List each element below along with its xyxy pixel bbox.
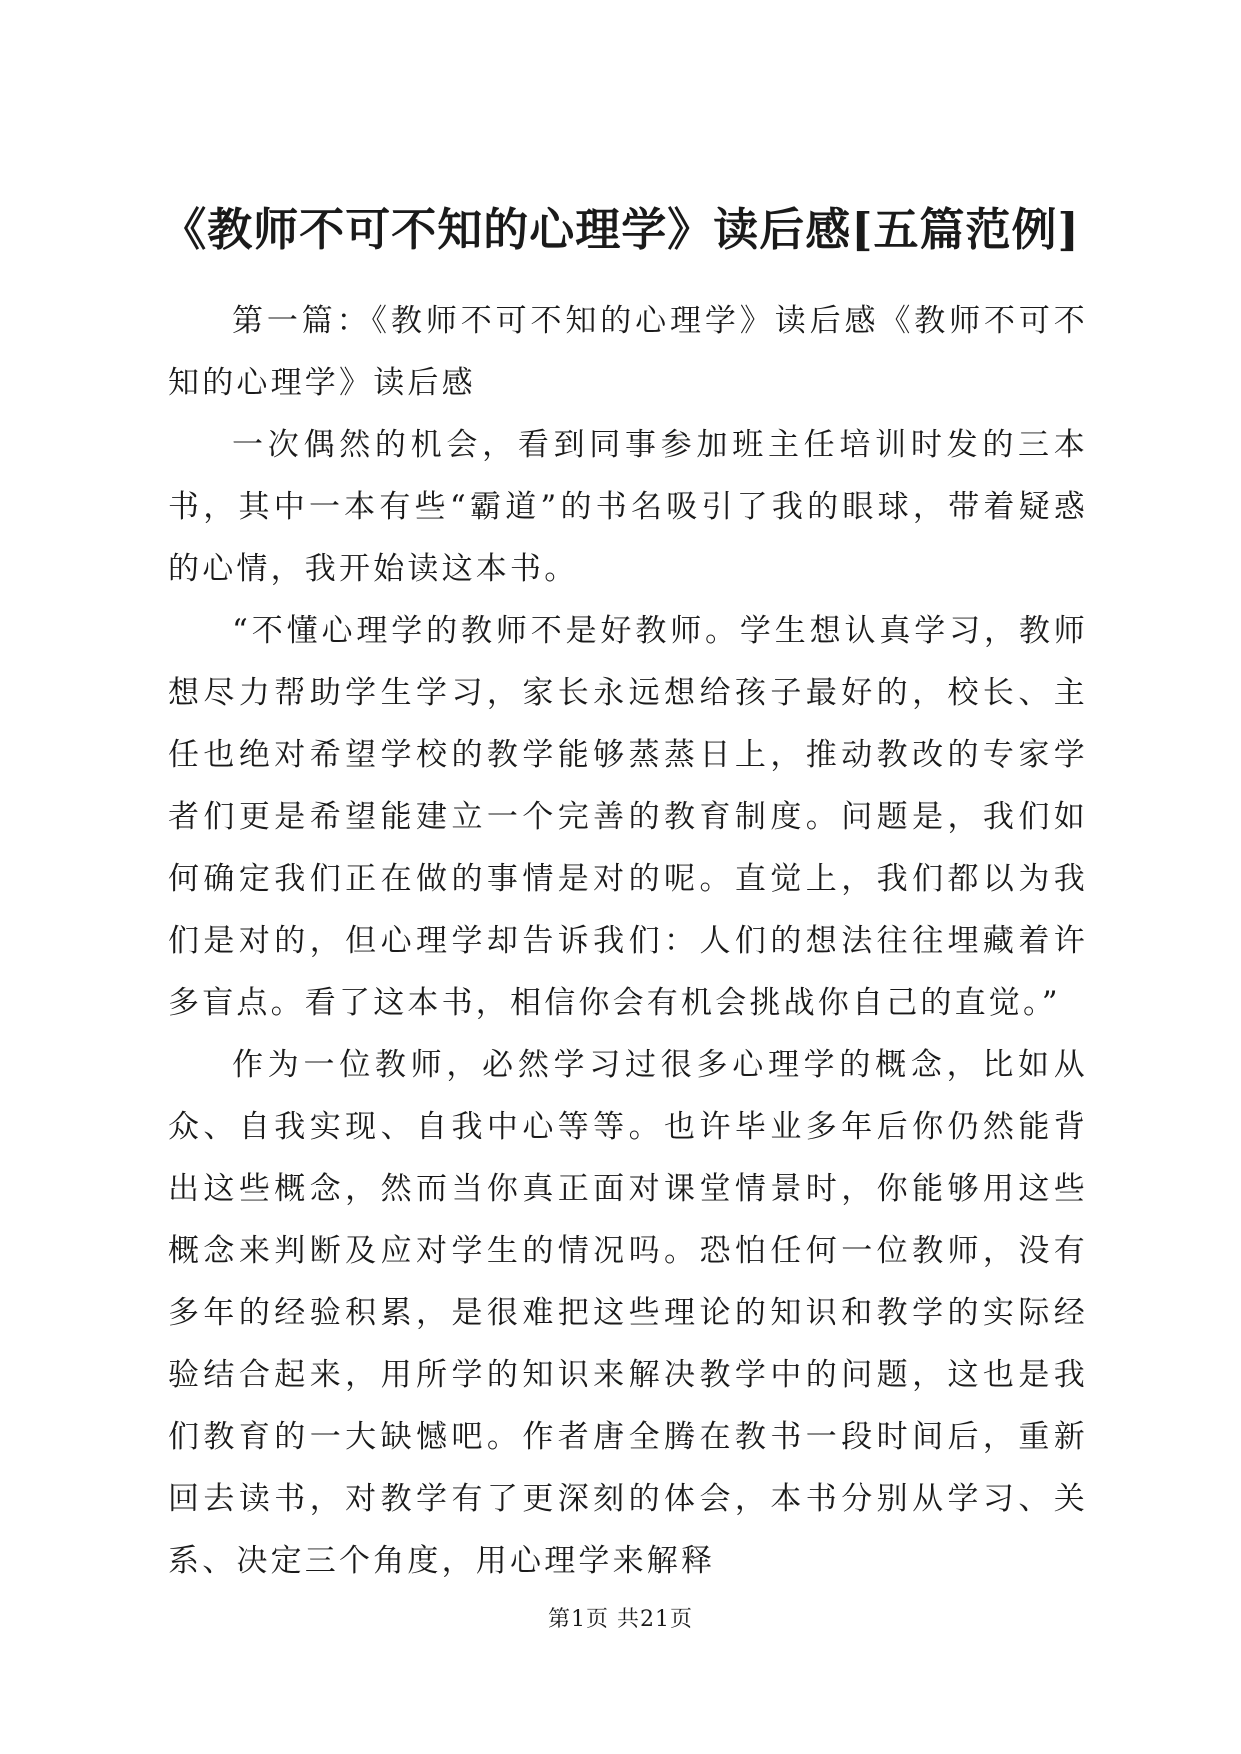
document-body bbox=[168, 290, 1088, 1592]
document-title: 《教师不可不知的心理学》读后感[五篇范例] bbox=[161, 203, 1080, 256]
page-number-footer: 第1页 共21页 bbox=[548, 1607, 693, 1632]
paragraph-1: 第一篇：《教师不可不知的心理学》读后感《教师不可不知的心理学》读后感 bbox=[168, 303, 1088, 401]
paragraph-4: 作为一位教师，必然学习过很多心理学的概念，比如从众、自我实现、自我中心等等。也许毕业多年后你仍然能背出这些概念，然而当你真正面对课堂情景时，你能够用这些概念来判断及应对学生的情况吗。恐怕任何一位教师，没有多年的经验积累，是很难把这些理论的知识和教学的实际经验结合起来，用所学的知识来解决教学中的问题，这也是我们教育的一大缺憾吧。作者唐全腾在教书一段时间后，重新回去读书，对教学有了更深刻的体会，本书分别从学习、关系、决定三个角度，用心理学来解释 bbox=[168, 1047, 1088, 1579]
paragraph-3: “不懂心理学的教师不是好教师。学生想认真学习，教师想尽力帮助学生学习，家长永远想给孩子最好的，校长、主任也绝对希望学校的教学能够蒸蒸日上，推动教改的专家学者们更是希望能建立一个完善的教育制度。问题是，我们如何确定我们正在做的事情是对的呢。直觉上，我们都以为我们是对的，但心理学却告诉我们：人们的想法往往埋藏着许多盲点。看了这本书，相信你会有机会挑战你自己的直觉。” bbox=[168, 613, 1088, 1021]
paragraph-2: 一次偶然的机会，看到同事参加班主任培训时发的三本书，其中一本有些“霸道”的书名吸引了我的眼球，带着疑惑的心情，我开始读这本书。 bbox=[168, 427, 1088, 587]
